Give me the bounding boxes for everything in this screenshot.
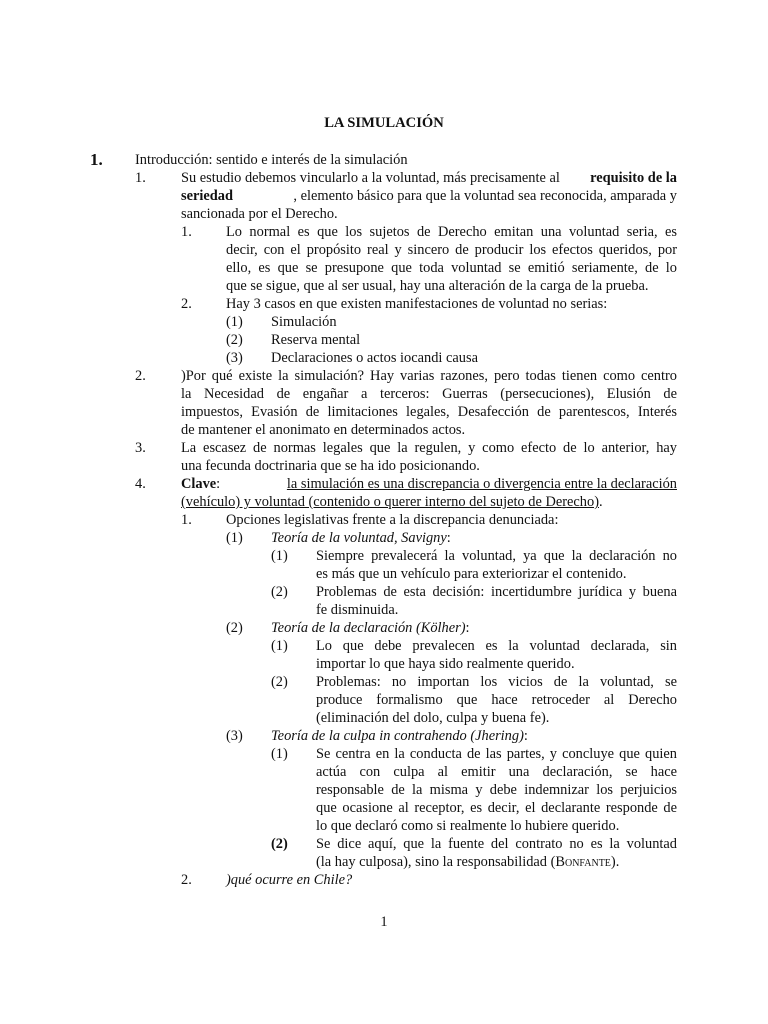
paragraph-line: es más que un vehículo para exteriorizar el contenido. (316, 566, 627, 582)
paragraph-line: La escasez de normas legales que la regulen, y como efecto de lo anterior, hay (181, 440, 677, 456)
paragraph-line: sancionada por el Derecho. (181, 206, 338, 222)
case-number: (1) (226, 314, 243, 330)
case-text: Reserva mental (271, 332, 361, 348)
subitem-number: 2. (181, 872, 192, 888)
paragraph-line: importar lo que haya sido realmente querido. (316, 656, 575, 672)
paragraph-line: Lo normal es que los sujetos de Derecho emitan una voluntad seria, es (226, 224, 677, 240)
paragraph-line: )Por qué existe la simulación? Hay varias razones, pero todas tienen como centro (181, 368, 677, 384)
case-number: (2) (226, 332, 243, 348)
point-number: (2) (271, 674, 288, 690)
paragraph-line: (vehículo) y voluntad (contenido o querer interno del sujeto de Derecho). (181, 494, 603, 510)
theory-number: (2) (226, 620, 243, 636)
paragraph-line: la Necesidad de engañar a terceros: Guerras (persecuciones), Elusión de (181, 386, 677, 402)
section-heading: Introducción: sentido e interés de la simulación (135, 152, 408, 168)
point-number: (1) (271, 638, 288, 654)
case-text: Simulación (271, 314, 337, 330)
paragraph-line: Clave: la simulación es una discrepancia o divergencia entre la declaración (181, 476, 677, 492)
paragraph-line: Opciones legislativas frente a la discrepancia denunciada: (226, 512, 559, 528)
paragraph-line: Siempre prevalecerá la voluntad, ya que la declaración no (316, 548, 677, 564)
subitem-number: 1. (181, 224, 192, 240)
paragraph-line: impuestos, Evasión de limitaciones legales, Desafección de parentescos, Interés (181, 404, 677, 420)
paragraph-line: Su estudio debemos vincularlo a la voluntad, más precisamente al requisito de la (181, 170, 677, 186)
document-title: LA SIMULACIÓN (324, 115, 444, 131)
paragraph-line: Lo que debe prevalecen es la voluntad declarada, sin (316, 638, 677, 654)
point-number: (2) (271, 836, 288, 852)
paragraph-line: Hay 3 casos en que existen manifestaciones de voluntad no serias: (226, 296, 608, 312)
theory-title: Teoría de la culpa in contrahendo (Jhering): (271, 728, 528, 744)
paragraph-line: responsable de la misma y debe indemnizar los perjuicios (316, 782, 677, 798)
paragraph-line: una fecunda doctrinaria que se ha ido posicionando. (181, 458, 480, 474)
paragraph-line: (eliminación del dolo, culpa y buena fe). (316, 710, 550, 726)
subitem-number: 1. (181, 512, 192, 528)
page-number: 1 (380, 914, 388, 930)
theory-title: Teoría de la voluntad, Savigny: (271, 530, 451, 546)
paragraph-line: de mantener el anonimato en determinados actos. (181, 422, 466, 438)
paragraph-line: que ocasione al receptor, es decir, el declarante responde de (316, 800, 677, 816)
paragraph-line: actúa con culpa al emitir una declaración, se hace (316, 764, 677, 780)
paragraph-line: Problemas: no importan los vicios de la voluntad, se (316, 674, 677, 690)
point-number: (1) (271, 746, 288, 762)
section-number: 1. (90, 150, 103, 169)
theory-number: (1) (226, 530, 243, 546)
paragraph-line: ello, es que se presupone que toda voluntad se emitió seriamente, de lo (226, 260, 677, 276)
item-number: 2. (135, 368, 146, 384)
paragraph-line: Se centra en la conducta de las partes, y concluye que quien (316, 746, 677, 762)
item-number: 3. (135, 440, 146, 456)
subitem-number: 2. (181, 296, 192, 312)
paragraph-line: Se dice aquí, que la fuente del contrato no es la voluntad (316, 836, 677, 852)
paragraph-line: Problemas de esta decisión: incertidumbre jurídica y buena (316, 584, 677, 600)
paragraph-line: (la hay culposa), sino la responsabilidad (Bonfante). (316, 854, 620, 870)
paragraph-line: lo que declaró como si realmente lo hubiere querido. (316, 818, 620, 834)
item-number: 1. (135, 170, 146, 186)
case-text: Declaraciones o actos iocandi causa (271, 350, 478, 366)
theory-number: (3) (226, 728, 243, 744)
point-number: (1) (271, 548, 288, 564)
point-number: (2) (271, 584, 288, 600)
paragraph-line: produce formalismo que hace retroceder al Derecho (316, 692, 677, 708)
case-number: (3) (226, 350, 243, 366)
paragraph-line: seriedad , elemento básico para que la voluntad sea reconocida, amparada y (181, 188, 677, 204)
paragraph-line: decir, con el propósito real y sincero de producir los efectos queridos, por (226, 242, 677, 258)
paragraph-line: fe disminuida. (316, 602, 399, 618)
paragraph-line: )qué ocurre en Chile? (226, 872, 353, 888)
paragraph-line: que se sigue, que al ser usual, hay una alteración de la carga de la prueba. (226, 278, 649, 294)
item-number: 4. (135, 476, 146, 492)
theory-title: Teoría de la declaración (Kölher): (271, 620, 470, 636)
